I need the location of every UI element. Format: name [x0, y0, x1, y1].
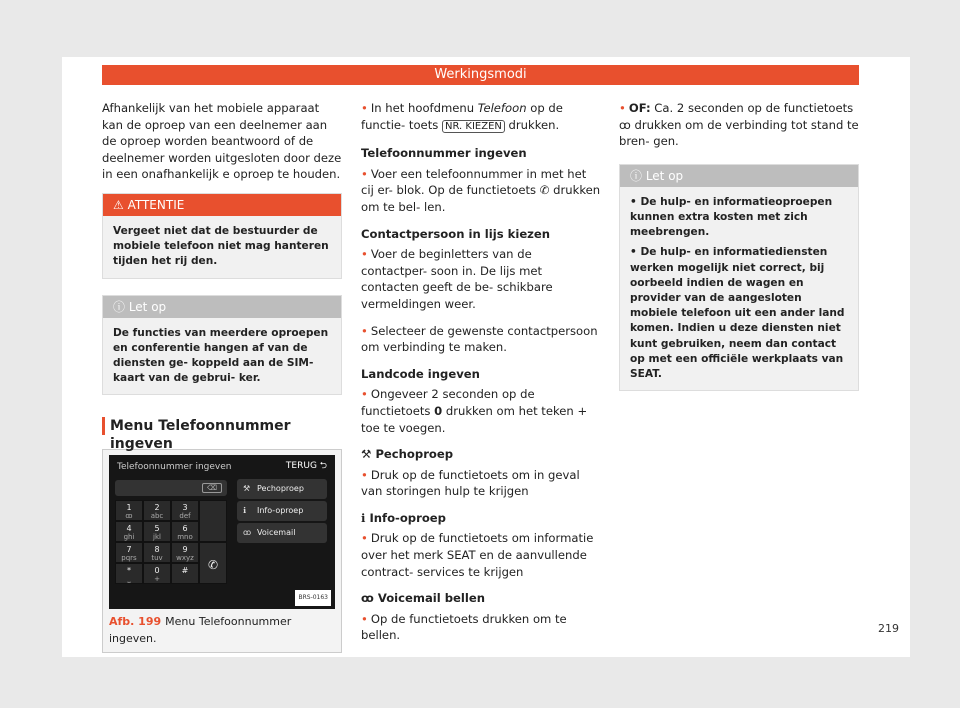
figure-caption: [103, 609, 341, 651]
menu-item-info-oproep[interactable]: ℹ Info-oproep: [237, 501, 327, 521]
keypad-key[interactable]: * ⎵: [115, 563, 143, 584]
info-icon: ℹ: [361, 510, 370, 525]
note-item: • De hulp- en informatieoproepen kunnen extra kosten met zich meebrengen.: [630, 195, 833, 239]
attentie-label: ATTENTIE: [127, 197, 185, 212]
keypad-key[interactable]: 0 +: [143, 563, 171, 584]
keypad-key[interactable]: 9 wxyz: [171, 542, 199, 563]
intro-paragraph: Afhankelijk van het mobiele apparaat kan de oproep van een deelnemer aan de oproep worden beantwoord of de deelnemer worden uitgesloten door deze in een onafhankelijk e oproep te houden.: [102, 101, 342, 182]
heading-number: Telefoonnummer ingeven: [361, 146, 527, 161]
note-body-right: [620, 187, 858, 390]
column-left: [102, 100, 342, 653]
column-middle: [361, 100, 601, 654]
note-header: [103, 296, 341, 318]
attentie-text: Vergeet niet dat de bestuurder de mobiele telefoon niet mag hanteren tijden het rij den.: [103, 216, 341, 278]
caption-text: Menu Telefoonnummer ingeven.: [109, 615, 292, 645]
info-icon: ℹ: [243, 506, 247, 516]
keypad-key[interactable]: 3 def: [171, 500, 199, 521]
section-title: Menu Telefoonnummer ingeven: [102, 417, 342, 435]
delete-icon[interactable]: ⌫: [202, 483, 222, 493]
note-item: • De hulp- en informatiediensten werken mogelijk niet correct, bij oorbeeld indien de wagen en provider van de aangesloten mobiele telefoon uit een ander land komen. Indien u deze diensten niet kunt gebruiken, neem dan contact op met een officiële werkplaats van SEAT.: [630, 246, 845, 381]
menu-item-voicemail[interactable]: ꝏ Voicemail: [237, 523, 327, 543]
screen-title: Telefoonnummer ingeven: [117, 462, 232, 473]
para-contact-1: • Voer de beginletters van de contactper- soon in. De lijs met contacten geeft de be- schikbare vermeldingen weer.: [361, 247, 553, 311]
keypad: [115, 500, 227, 584]
note-box-right: [619, 164, 859, 391]
figure-code: BRS-0163: [295, 590, 331, 607]
keypad-key[interactable]: #: [171, 563, 199, 584]
para-or: • OF: Ca. 2 seconden op de functietoets ꝏ drukken om de verbinding tot stand te bren- gen.: [619, 101, 859, 149]
caption-number: Afb. 199: [109, 615, 162, 629]
para-contact-2: • Selecteer de gewenste contactpersoon om verbinding te maken.: [361, 323, 598, 355]
keypad-key[interactable]: 6 mno: [171, 521, 199, 542]
note-box: [102, 295, 342, 396]
key-nr-kiezen: NR. KIEZEN: [442, 120, 505, 133]
note-label-right: Let op: [645, 168, 684, 183]
info-icon: ⓘ: [630, 168, 646, 183]
para-info-call: • Druk op de functietoets om informatie over het merk SEAT en de aanvullende contract- services te krijgen: [361, 531, 594, 579]
para-voicemail: • Op de functietoets drukken om te bellen.: [361, 611, 567, 643]
wrench-icon: ⚒: [361, 447, 376, 462]
heading-breakdown: ⚒ Pechoproep: [361, 447, 454, 462]
note-label: Let op: [128, 299, 167, 314]
column-right: [619, 100, 859, 401]
info-icon: ⓘ: [113, 299, 129, 314]
para-main-menu: • In het hoofdmenu Telefoon op de functie- toets NR. KIEZEN drukken.: [361, 101, 563, 132]
heading-info-call: ℹ Info-oproep: [361, 510, 446, 525]
keypad-key[interactable]: 8 tuv: [143, 542, 171, 563]
page-header: Werkingsmodi: [102, 65, 859, 85]
phone-screen: [109, 455, 335, 609]
voicemail-icon: ꝏ: [243, 528, 252, 538]
screen-menu: [237, 479, 327, 545]
para-number: • Voer een telefoonnummer in met het cij er- blok. Op de functietoets ✆ drukken om te bel- len.: [361, 166, 601, 214]
keypad-key[interactable]: 7 pqrs: [115, 542, 143, 563]
heading-country-code: Landcode ingeven: [361, 366, 480, 381]
para-breakdown: • Druk op de functietoets om in geval van storingen hulp te krijgen: [361, 467, 580, 499]
heading-voicemail: ꝏ Voicemail bellen: [361, 591, 485, 606]
heading-contact: Contactpersoon in lijs kiezen: [361, 226, 551, 241]
para-country-code: • Ongeveer 2 seconden op de functietoets 0 drukken om het teken + toe te voegen.: [361, 387, 588, 435]
note-text: De functies van meerdere oproepen en conferentie hangen af van de diensten ge- koppeld aan de SIM-kaart van de gebrui- ker.: [103, 318, 341, 395]
attentie-header: [103, 194, 341, 216]
figure: [102, 449, 342, 652]
voicemail-icon: ꝏ: [361, 591, 378, 606]
keypad-key[interactable]: 1 ꝏ: [115, 500, 143, 521]
keypad-key[interactable]: 4 ghi: [115, 521, 143, 542]
back-button[interactable]: TERUG ⮌: [285, 461, 327, 472]
page-number: 219: [878, 622, 899, 635]
note-header-right: [620, 165, 858, 187]
wrench-icon: ⚒: [243, 484, 251, 494]
keypad-key[interactable]: 5 jkl: [143, 521, 171, 542]
menu-item-pechoproep[interactable]: ⚒ Pechoproep: [237, 479, 327, 499]
attentie-box: [102, 193, 342, 279]
call-icon[interactable]: ✆: [199, 542, 227, 584]
warning-icon: ⚠: [113, 197, 128, 212]
keypad-key[interactable]: 2 abc: [143, 500, 171, 521]
keypad-blank: [199, 500, 227, 542]
